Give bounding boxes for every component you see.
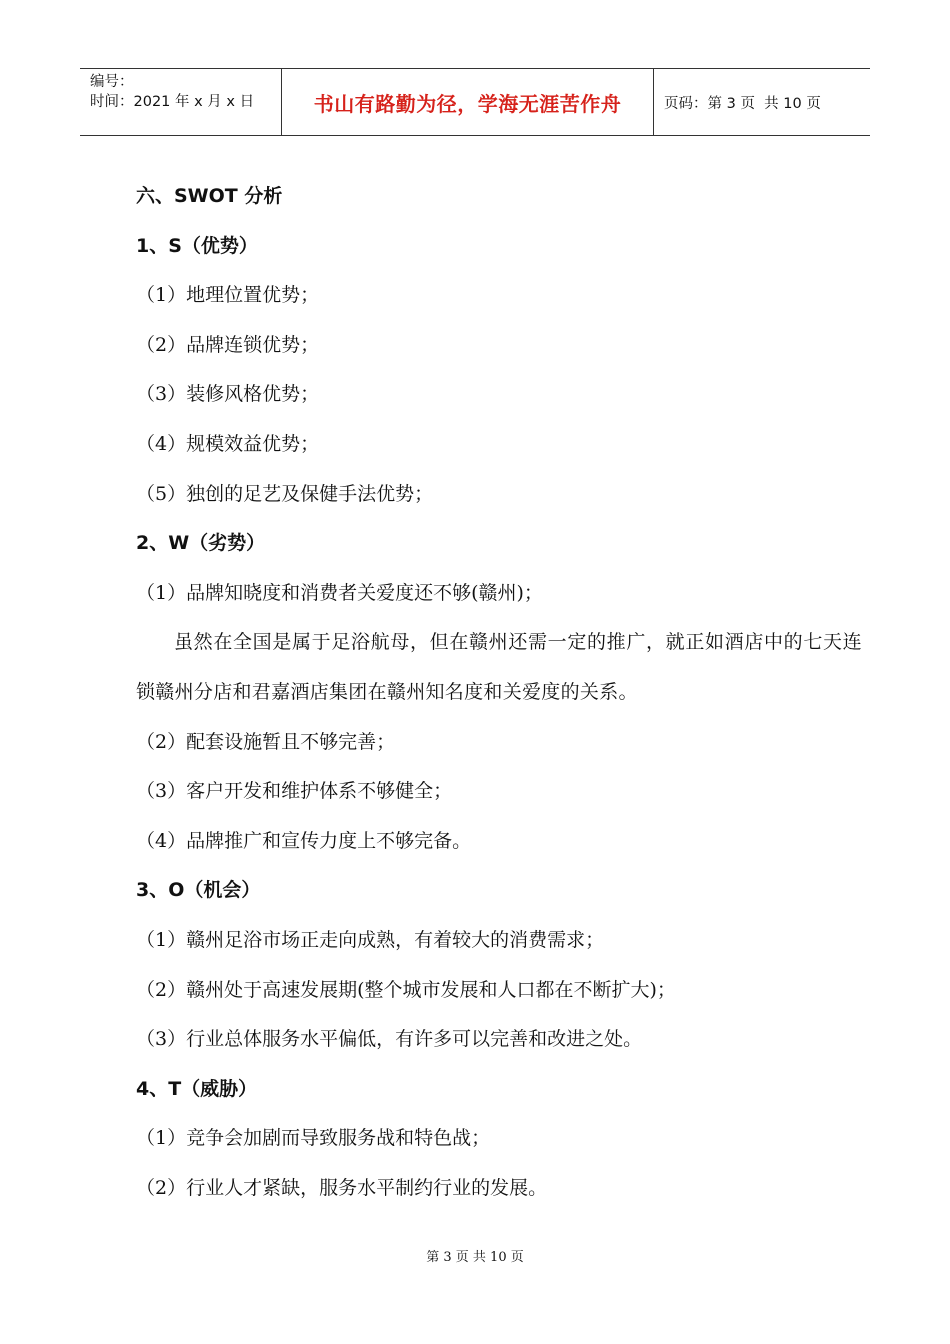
document-body [136, 172, 862, 1213]
page-info: 页码：第 3 页 共 10 页 [664, 95, 821, 112]
list-item: （3）装修风格优势； [136, 383, 320, 406]
document-header [80, 68, 870, 136]
list-item: （2）配套设施暂且不够完善； [136, 730, 396, 753]
header-meta-cell [80, 69, 282, 135]
weaknesses-heading: 2、W（劣势） [136, 532, 266, 555]
header-page-cell [654, 69, 870, 135]
opportunities-heading: 3、O（机会） [136, 879, 261, 902]
list-item: （5）独创的足艺及保健手法优势； [136, 482, 434, 505]
weakness-paragraph: 虽然在全国是属于足浴航母，但在赣州还需一定的推广，就正如酒店中的七天连锁赣州分店和君嘉酒店集团在赣州知名度和关爱度的关系。 [136, 631, 862, 703]
list-item: （2）品牌连锁优势； [136, 333, 320, 356]
list-item: （2）行业人才紧缺，服务水平制约行业的发展。 [136, 1176, 548, 1199]
footer-page-number: 第 3 页 共 10 页 [426, 1250, 524, 1265]
header-motto-cell [282, 69, 654, 135]
list-item: （3）客户开发和维护体系不够健全； [136, 780, 453, 803]
list-item: （1）竞争会加剧而导致服务战和特色战； [136, 1127, 491, 1150]
date-label: 时间：2021 年 x 月 x 日 [90, 94, 255, 110]
list-item: （3）行业总体服务水平偏低，有许多可以完善和改进之处。 [136, 1028, 643, 1051]
strengths-heading: 1、S（优势） [136, 234, 258, 257]
code-label: 编号： [90, 74, 134, 90]
motto-text: 书山有路勤为径，学海无涯苦作舟 [313, 91, 622, 116]
list-item: （1）品牌知晓度和消费者关爱度还不够(赣州)； [136, 581, 543, 604]
list-item: （2）赣州处于高速发展期(整个城市发展和人口都在不断扩大)； [136, 978, 676, 1001]
list-item: （4）规模效益优势； [136, 432, 320, 455]
section-title: 六、SWOT 分析 [136, 185, 283, 207]
list-item: （1）地理位置优势； [136, 284, 320, 307]
list-item: （4）品牌推广和宣传力度上不够完备。 [136, 829, 472, 852]
threats-heading: 4、T（威胁） [136, 1077, 258, 1100]
page-footer [0, 1246, 950, 1265]
list-item: （1）赣州足浴市场正走向成熟，有着较大的消费需求； [136, 928, 605, 951]
